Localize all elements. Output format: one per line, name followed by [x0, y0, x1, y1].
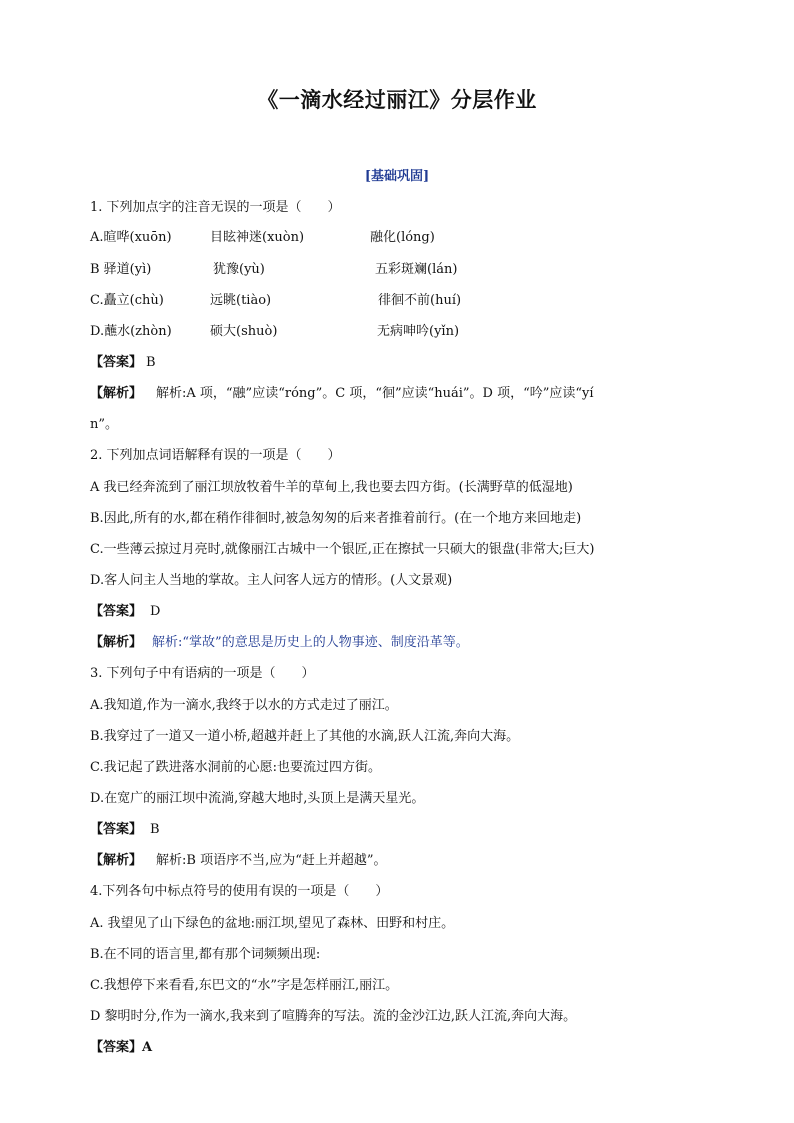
- q2-option-d: D.客人问主人当地的掌故。主人问客人远方的情形。(人文景观): [90, 573, 453, 588]
- q2-stem: 2. 下列加点词语解释有误的一项是（ ）: [90, 448, 341, 463]
- q1-answer: [90, 354, 156, 372]
- answer-label: 【答案】: [90, 1040, 143, 1055]
- section-heading: [基础巩固]: [364, 169, 430, 184]
- q3-answer: [90, 821, 160, 839]
- q1-analysis: [90, 385, 594, 403]
- q1-option-d-1: D.蘸水(zhòn): [90, 324, 172, 339]
- q1-option-a-1: A.暄哗(xuōn): [90, 230, 172, 245]
- q4-option-c: C.我想停下来看看,东巴文的“水”字是怎样丽江,丽江。: [90, 978, 399, 993]
- analysis-text: 解析:“掌故”的意思是历史上的人物事迹、制度沿革等。: [152, 635, 469, 650]
- answer-label: 【答案】: [90, 604, 143, 619]
- q1-option-d-3: 无病呻吟(yǐn): [377, 324, 460, 339]
- answer-value: D: [150, 604, 161, 619]
- q4-option-d: D 黎明时分,作为一滴水,我来到了喧腾奔的写法。流的金沙江边,跃人江流,奔向大海。: [90, 1009, 577, 1024]
- q2-analysis: [90, 634, 469, 652]
- analysis-label: 【解析】: [90, 386, 143, 401]
- q1-stem: 1. 下列加点字的注音无误的一项是（ ）: [90, 200, 341, 215]
- answer-value: B: [150, 822, 160, 837]
- q3-option-d: D.在宽广的丽江坝中流淌,穿越大地时,头顶上是满天星光。: [90, 791, 425, 806]
- q1-option-c-3: 徘徊不前(huí): [378, 293, 462, 308]
- answer-label: 【答案】: [90, 822, 143, 837]
- answer-value: B: [146, 355, 156, 370]
- q1-option-c-2: 远眺(tiào): [210, 293, 272, 308]
- q1-option-a-2: 目眩神迷(xuòn): [210, 230, 305, 245]
- analysis-text: 解析:B 项语序不当,应为“赶上并超越”。: [156, 853, 387, 868]
- q3-option-a: A.我知道,作为一滴水,我终于以水的方式走过了丽江。: [90, 698, 398, 713]
- q1-option-d-2: 硕大(shuò): [210, 324, 278, 339]
- q3-analysis: [90, 852, 387, 870]
- q4-option-a: A. 我望见了山下绿色的盆地:丽江坝,望见了森林、田野和村庄。: [90, 916, 455, 931]
- q1-option-a-3: 融化(lóng): [370, 230, 435, 245]
- q3-option-c: C.我记起了跌进落水洞前的心愿:也要流过四方街。: [90, 760, 381, 775]
- q1-option-c-1: C.矗立(chù): [90, 293, 164, 308]
- q3-option-b: B.我穿过了一道又一道小桥,超越并赶上了其他的水滴,跃人江流,奔向大海。: [90, 729, 520, 744]
- answer-label: 【答案】: [90, 355, 143, 370]
- q2-option-a: A 我已经奔流到了丽江坝放牧着牛羊的草甸上,我也要去四方街。(长满野草的低湿地): [90, 480, 573, 495]
- q4-option-b: B.在不同的语言里,都有那个词频频出现:: [90, 947, 321, 962]
- q2-option-b: B.因此,所有的水,都在稍作徘徊时,被急匆匆的后来者推着前行。(在一个地方来回地走): [90, 511, 582, 526]
- q1-option-b-1: B 驿道(yì): [90, 262, 152, 277]
- q4-stem: 4.下列各句中标点符号的使用有误的一项是（ ）: [90, 884, 389, 899]
- q2-answer: [90, 603, 160, 621]
- document-title: 《一滴水经过丽江》分层作业: [257, 87, 537, 112]
- analysis-label: 【解析】: [90, 635, 143, 650]
- q3-stem: 3. 下列句子中有语病的一项是（ ）: [90, 666, 315, 681]
- q4-answer: [90, 1039, 152, 1057]
- q1-option-b-2: 犹豫(yù): [213, 262, 265, 277]
- analysis-label: 【解析】: [90, 853, 143, 868]
- q1-analysis-cont: n”。: [90, 417, 119, 432]
- analysis-text: 解析:A 项，“融”应读“róng”。C 项，“徊”应读“huái”。D 项，“吟”应读“yí: [156, 386, 594, 401]
- q1-option-b-3: 五彩斑斓(lán): [375, 262, 458, 277]
- q2-option-c: C.一些薄云掠过月亮时,就像丽江古城中一个银匠,正在擦拭一只硕大的银盘(非常大;巨大): [90, 542, 595, 557]
- answer-value: A: [142, 1040, 153, 1055]
